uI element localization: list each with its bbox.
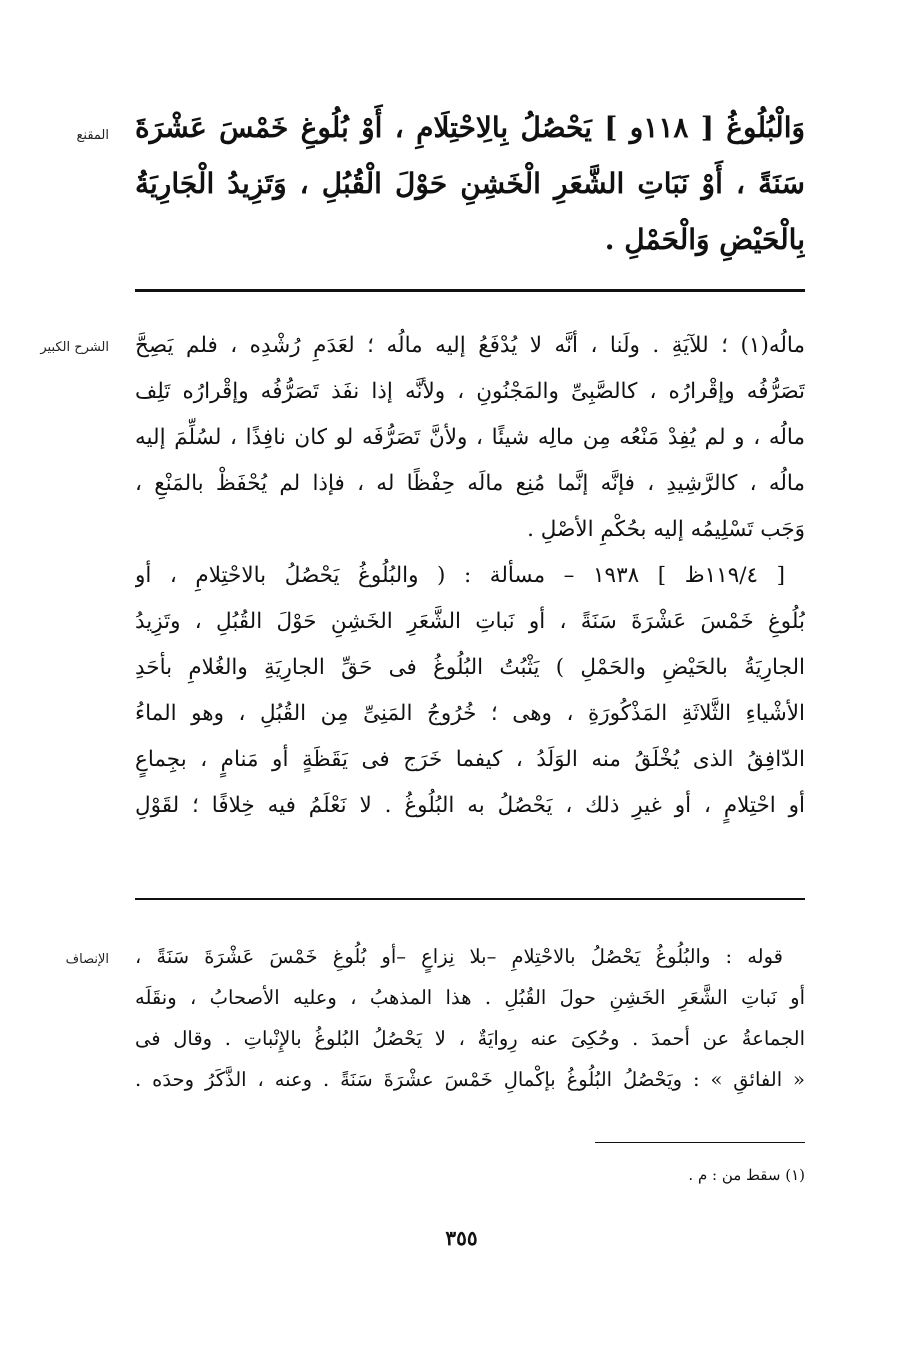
sharh-line: وَجَب تَسْلِيمُه إليه بحُكْمِ الأصْلِ . (527, 517, 805, 542)
sharh-line: الأشْياءِ الثَّلاثَةِ المَذْكُورَةِ ، وهى ؛ خُرُوجُ المَنِىِّ مِن القُبُلِ ، وهو الماءُ (135, 701, 805, 726)
matn-text (135, 100, 805, 268)
sharh-line: أو احْتِلامٍ ، أو غيرِ ذلك ، يَحْصُلُ به البُلُوغُ . لا نَعْلَمُ فيه خِلافًا ؛ لقَوْلِ (135, 793, 805, 818)
page-number: ٣٥٥ (445, 1226, 478, 1250)
sharh-line: الدّافِقُ الذى يُخْلَقُ منه الوَلَدُ ، كيفما خَرَج فى يَقَظَةٍ أو مَنامٍ ، بجِماعٍ (135, 747, 805, 772)
sharh-text (135, 323, 805, 829)
matn-line: وَالْبُلُوغُ [ ١١٨و ] يَحْصُلُ بِالِاحْتِلَامِ ، أَوْ بُلُوغِ خَمْسَ عَشْرَةَ (135, 111, 805, 144)
sharh-line: الجارِيَةُ بالحَيْضِ والحَمْلِ ) يَثْبُتُ البُلُوغُ فى حَقِّ الجارِيَةِ والغُلامِ بأحَدِ (135, 655, 805, 680)
sharh-line: مالُه(١) ؛ للآيَةِ . ولَنا ، أنَّه لا يُدْفَعُ إليه مالُه ؛ لعَدَمِ رُشْدِه ، فلم يَصِحَّ (135, 333, 805, 358)
section-divider (135, 289, 805, 292)
insaf-line: « الفائقِ » : ويَحْصُلُ البُلُوغُ بإكْمالِ خَمْسَ عشْرَةَ سَنَةً . وعنه ، الذَّكَرُ وحدَه . (135, 1068, 805, 1091)
sharh-line: بُلُوغِ خَمْسَ عَشْرَةَ سَنَةً ، أو نَباتِ الشَّعَرِ الخَشِنِ حَوْلَ القُبُلِ ، وتَزِيدُ (135, 609, 805, 634)
matn-line: سَنَةً ، أَوْ نَبَاتِ الشَّعَرِ الْخَشِنِ حَوْلَ الْقُبُلِ ، وَتَزِيدُ الْجَارِيَةُ (135, 167, 805, 200)
masala-heading-line: [ ١١٩/٤ظ ] ١٩٣٨ – مسألة : ( والبُلُوغُ يَحْصُلُ بالاحْتِلامِ ، أو (135, 563, 785, 588)
sharh-line: تَصَرُّفُه وإقْرارُه ، كالصَّبِىِّ والمَجْنُونِ ، ولأنَّه إذا نفَذ تَصَرُّفُه وإقْرارُه تَلِف (135, 379, 805, 404)
matn-line: بِالْحَيْضِ وَالْحَمْلِ . (604, 223, 805, 256)
insaf-line: أو نَباتِ الشَّعَرِ الخَشِنِ حولَ القُبُلِ . هذا المذهبُ ، وعليه الأصحابُ ، ونقَلَه (135, 986, 805, 1009)
insaf-text (135, 936, 805, 1100)
section-label-muqni: المقنع (76, 128, 109, 143)
section-divider (135, 898, 805, 900)
section-label-sharh: الشرح الكبير (40, 340, 109, 355)
footnote: (١) سقط من : م . (688, 1166, 805, 1184)
section-label-insaf: الإنصاف (65, 952, 109, 967)
insaf-line: الجماعةُ عن أحمدَ . وحُكِىَ عنه رِوايَةٌ ، لا يَحْصُلُ البُلوغُ بالإِنْباتِ . وقال فى (135, 1027, 805, 1050)
footnote-separator (595, 1142, 805, 1143)
insaf-line: قوله : والبُلُوغُ يَحْصُلُ بالاحْتِلامِ –بلا نِزاعٍ –أو بُلُوغِ خَمْسَ عَشْرَةَ سَنَةً ، (135, 945, 783, 968)
sharh-line: مالُه ، و لم يُفِدْ مَنْعُه مِن مالِه شيئًا ، ولأنَّ تَصَرُّفَه لو كان نافِذًا ، لسُلِّمَ إليه (135, 425, 805, 450)
sharh-line: مالُه ، كالرَّشِيدِ ، فإنَّه إنَّما مُنِع مالَه حِفْظًا له ، فإذا لم يُحْفَظْ بالمَنْعِ ، (135, 471, 805, 496)
